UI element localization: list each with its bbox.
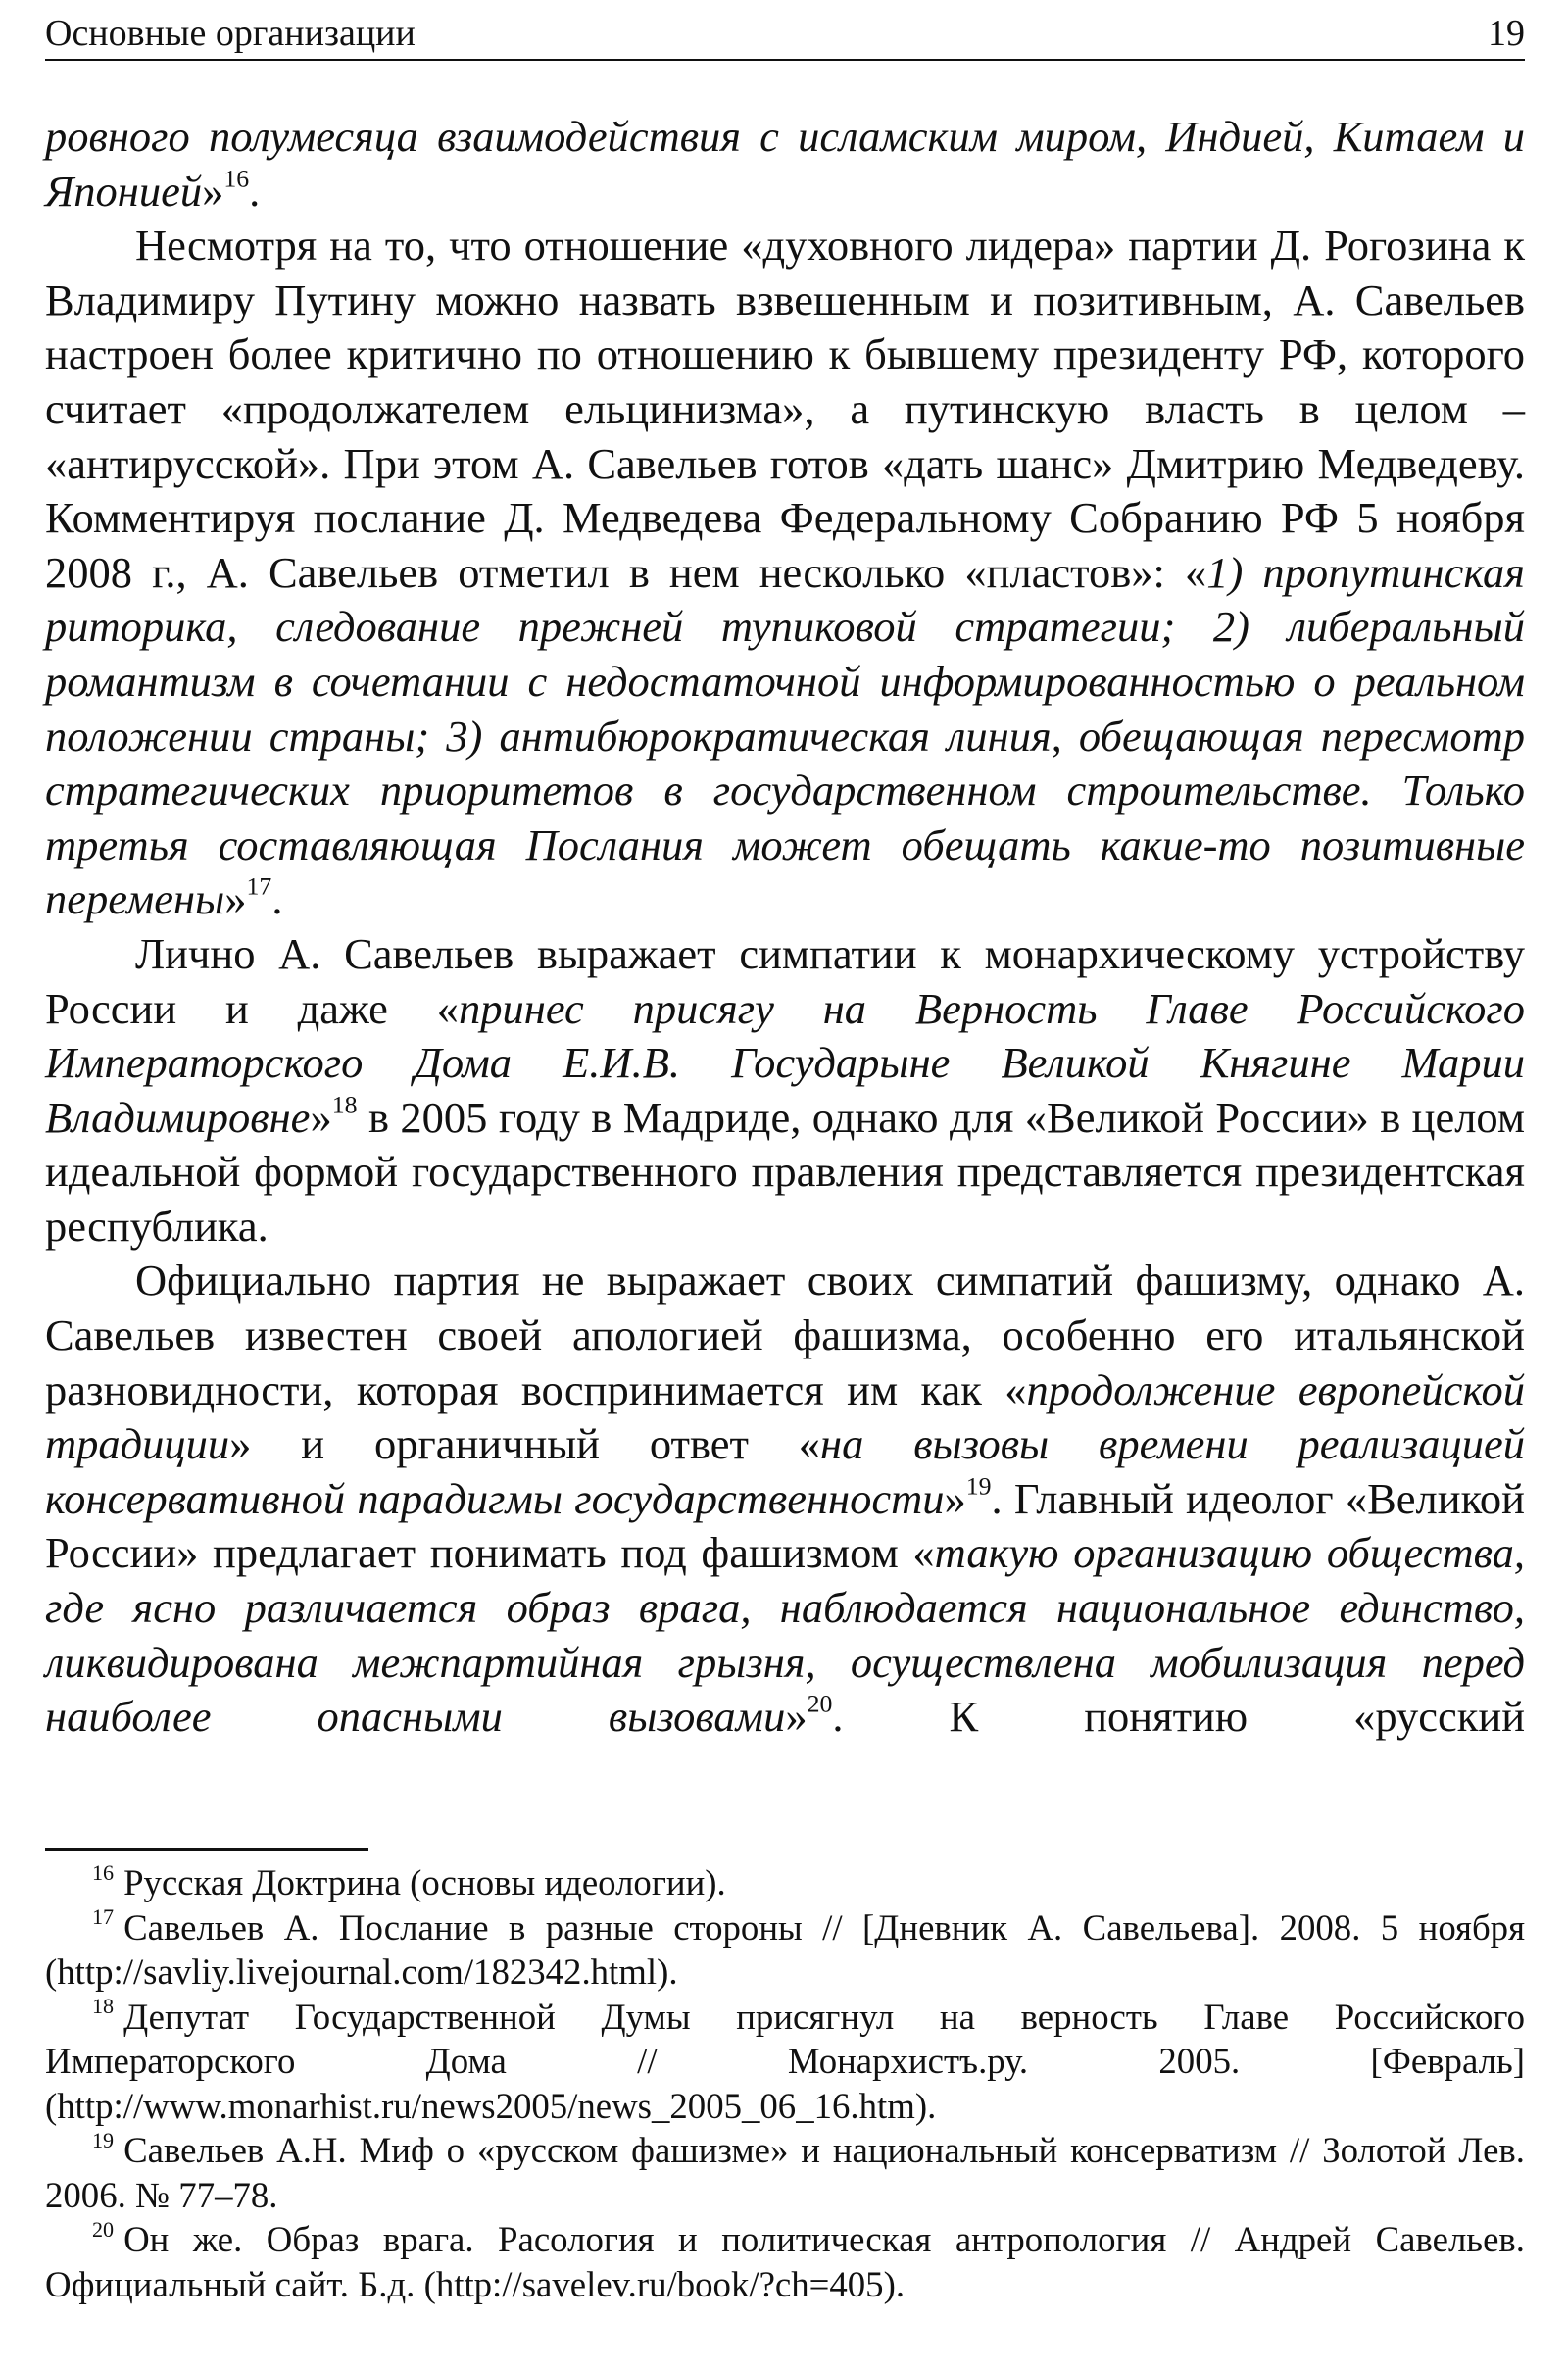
text-run: Официально партия не выражает своих симпатий фашизму, однако А. Савельев известен своей апологией фашизма, особенно его итальянской разновидности, которая воспринимается им как « — [45, 1256, 1525, 1414]
text-run: » — [785, 1692, 808, 1742]
text-run: » — [944, 1473, 966, 1523]
footnote-number: 18 — [92, 1994, 115, 2019]
footnote-ref: 18 — [331, 1090, 358, 1119]
footnote-ref: 20 — [807, 1689, 833, 1718]
text-run: . — [271, 874, 283, 924]
footnote-ref: 19 — [965, 1471, 992, 1501]
paragraph-3 — [45, 927, 1525, 1255]
text-run: » — [202, 166, 224, 216]
footnote — [45, 2217, 1525, 2306]
paragraph-2 — [45, 219, 1525, 927]
italic-quote: 1) пропутинская риторика, следование прежней тупиковой стратегии; 2) либеральный романтизм в сочетании с недостаточной информированностью о реальном положении страны; 3) антибюрократическая линия, обещающая пересмотр стратегических приоритетов в государственном строительстве. Только третья составляющая Послания может обещать какие-то позитивные перемены — [45, 547, 1525, 924]
footnote-number: 17 — [92, 1904, 115, 1930]
paragraph-1 — [45, 110, 1525, 219]
running-head — [45, 6, 1525, 57]
footnote-number: 20 — [92, 2216, 115, 2242]
text-run: . К понятию «русский — [832, 1692, 1526, 1742]
text-run: Лично А. Савельев выражает симпатии к монархическому устройству России и даже « — [45, 928, 1525, 1033]
footnote-text: Он же. Образ врага. Расология и политическая антропология // Андрей Савельев. Официальный сайт. Б.д. (http://savelev.ru/book/?ch=405). — [45, 2219, 1525, 2304]
main-text — [45, 110, 1525, 1745]
text-run: » — [224, 874, 247, 924]
text-run: » и органичный ответ « — [229, 1419, 821, 1469]
footnotes — [45, 1860, 1525, 2306]
footnote — [45, 1860, 1525, 1905]
italic-quote: ровного полумесяца взаимодействия с исламским миром, Индией, Китаем и Японией — [45, 112, 1525, 216]
footnote-number: 19 — [92, 2127, 115, 2152]
footnote-rule — [45, 1848, 368, 1851]
footnote — [45, 2128, 1525, 2217]
text-run: . Главный идеолог «Великой России» предлагает понимать под фашизмом « — [45, 1473, 1525, 1578]
running-title: Основные организации — [45, 13, 416, 55]
footnote-text: Савельев А. Послание в разные стороны // [Дневник А. Савельева]. 2008. 5 ноября (http://savliy.livejournal.com/182342.html). — [45, 1906, 1525, 1992]
footnote-text: Русская Доктрина (основы идеологии). — [123, 1862, 726, 1902]
italic-quote: продолжение европейской традиции — [45, 1364, 1525, 1469]
italic-quote: такую организацию общества, где ясно различается образ врага, наблюдается национальное единство, ликвидирована межпартийная грызня, осуществлена мобилизация перед наиболее опасными вызовами — [45, 1528, 1525, 1742]
footnote-ref: 17 — [246, 871, 272, 901]
text-run: . — [249, 166, 261, 216]
paragraph-4 — [45, 1254, 1525, 1744]
italic-quote: на вызовы времени реализацией консервативной парадигмы государственности — [45, 1419, 1525, 1523]
text-run: в 2005 году в Мадриде, однако для «Великой России» в целом идеальной формой государственного правления представляется президентская республика. — [45, 1092, 1525, 1251]
footnote-text: Депутат Государственной Думы присягнул на верность Главе Российского Императорского Дома // Монархистъ.ру. 2005. [Февраль] (http://www.monarhist.ru/news2005/news_2005_06_16.htm). — [45, 1996, 1525, 2126]
footnote — [45, 1905, 1525, 1995]
header-rule — [45, 59, 1525, 61]
footnote-ref: 16 — [223, 164, 250, 193]
footnote-number: 16 — [92, 1859, 115, 1885]
italic-quote: принес присягу на Верность Главе Российского Императорского Дома Е.И.В. Государыне Великой Княгине Марии Владимировне — [45, 983, 1525, 1142]
footnote — [45, 1995, 1525, 2129]
text-run: Несмотря на то, что отношение «духовного лидера» партии Д. Рогозина к Владимиру Путину можно назвать взвешенным и позитивным, А. Савельев настроен более критично по отношению к бывшему президенту РФ, которого считает «продолжателем ельцинизма», а путинскую власть в целом – «антирусской». При этом А. Савельев готов «дать шанс» Дмитрию Медведеву. Комментируя послание Д. Медведева Федеральному Собранию РФ 5 ноября 2008 г., А. Савельев отметил в нем несколько «пластов»: « — [45, 221, 1525, 597]
footnote-text: Савельев А.Н. Миф о «русском фашизме» и национальный консерватизм // Золотой Лев. 2006. № 77–78. — [45, 2130, 1525, 2215]
page-number: 19 — [1488, 13, 1525, 55]
text-run: » — [310, 1092, 332, 1142]
